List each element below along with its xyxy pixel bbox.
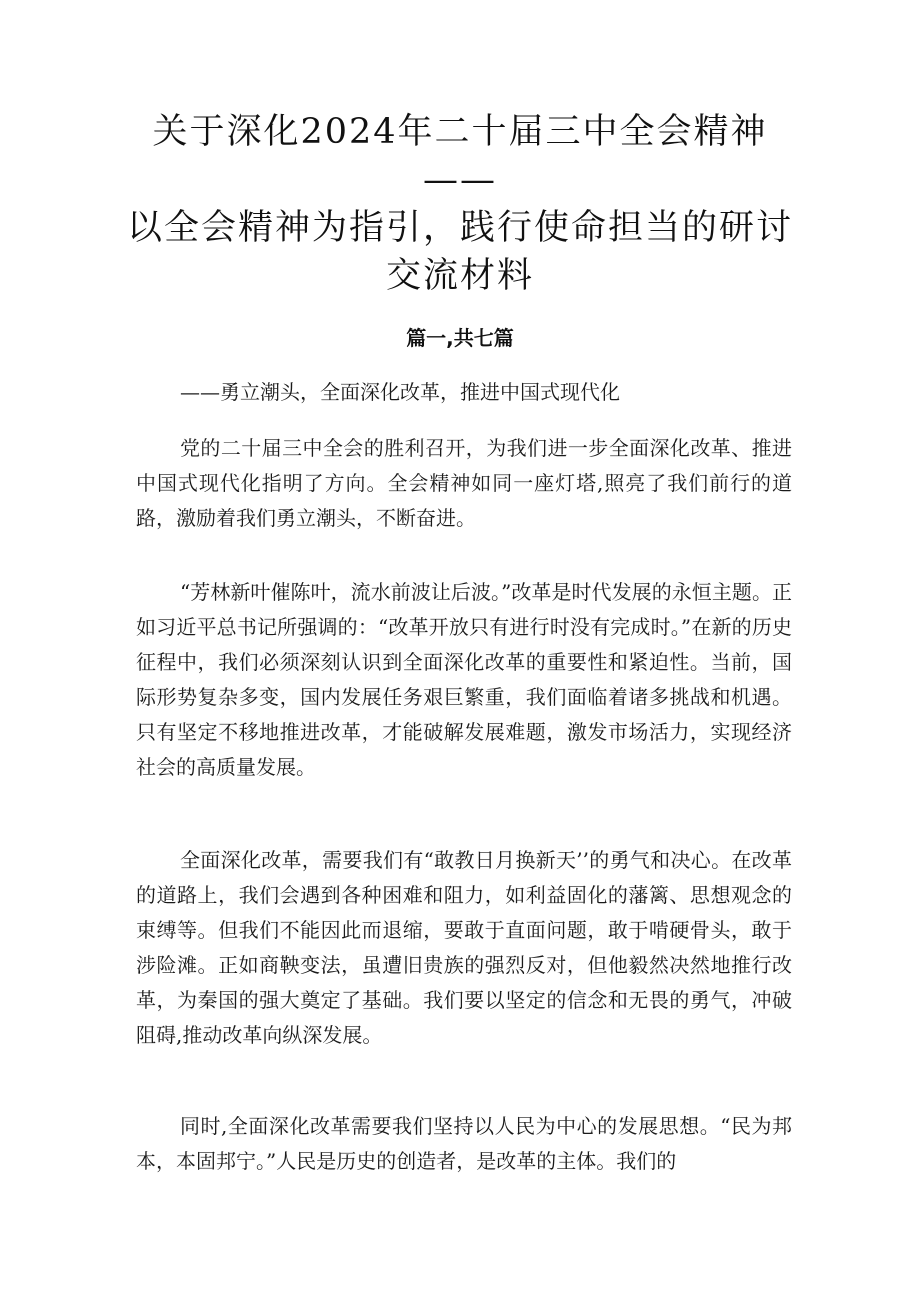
document-title [120,108,800,300]
section-tagline: ——勇立潮头，全面深化改革，推进中国式现代化 [180,380,620,404]
title-line-1: 关于深化2024年二十届三中全会精神—— [152,112,768,200]
section-heading: 篇一,共七篇 [406,326,514,350]
body-paragraph: 同时,全面深化改革需要我们坚持以人民为中心的发展思想。“民为邦本，本固邦宁。”人民是历史的创造者，是改革的主体。我们的 [136,1114,792,1173]
title-line-2: 以全会精神为指引，践行使命担当的研讨 [126,208,793,248]
body-paragraph: “芳林新叶催陈叶，流水前波让后波。”改革是时代发展的永恒主题。正如习近平总书记所强调的：“改革开放只有进行时没有完成时。”在新的历史征程中，我们必须深刻认识到全面深化改革的重要性和紧迫性。当前，国际形势复杂多变，国内发展任务艰巨繁重，我们面临着诸多挑战和机遇。只有坚定不移地推进改革，才能破解发展难题，激发市场活力，实现经济社会的高质量发展。 [136,580,792,779]
body-paragraph: 党的二十届三中全会的胜利召开，为我们进一步全面深化改革、推进中国式现代化指明了方向。全会精神如同一座灯塔,照亮了我们前行的道路，激励着我们勇立潮头，不断奋进。 [136,436,792,530]
body-paragraph: 全面深化改革，需要我们有“敢教日月换新天’’的勇气和决心。在改革的道路上，我们会遇到各种困难和阻力，如利益固化的藩篱、思想观念的束缚等。但我们不能因此而退缩，要敢于直面问题，敢于啃硬骨头，敢于涉险滩。正如商鞅变法，虽遭旧贵族的强烈反对，但他毅然决然地推行改革，为秦国的强大奠定了基础。我们要以坚定的信念和无畏的勇气，冲破阻碍,推动改革向纵深发展。 [136,848,792,1047]
title-line-3: 交流材料 [385,256,534,296]
